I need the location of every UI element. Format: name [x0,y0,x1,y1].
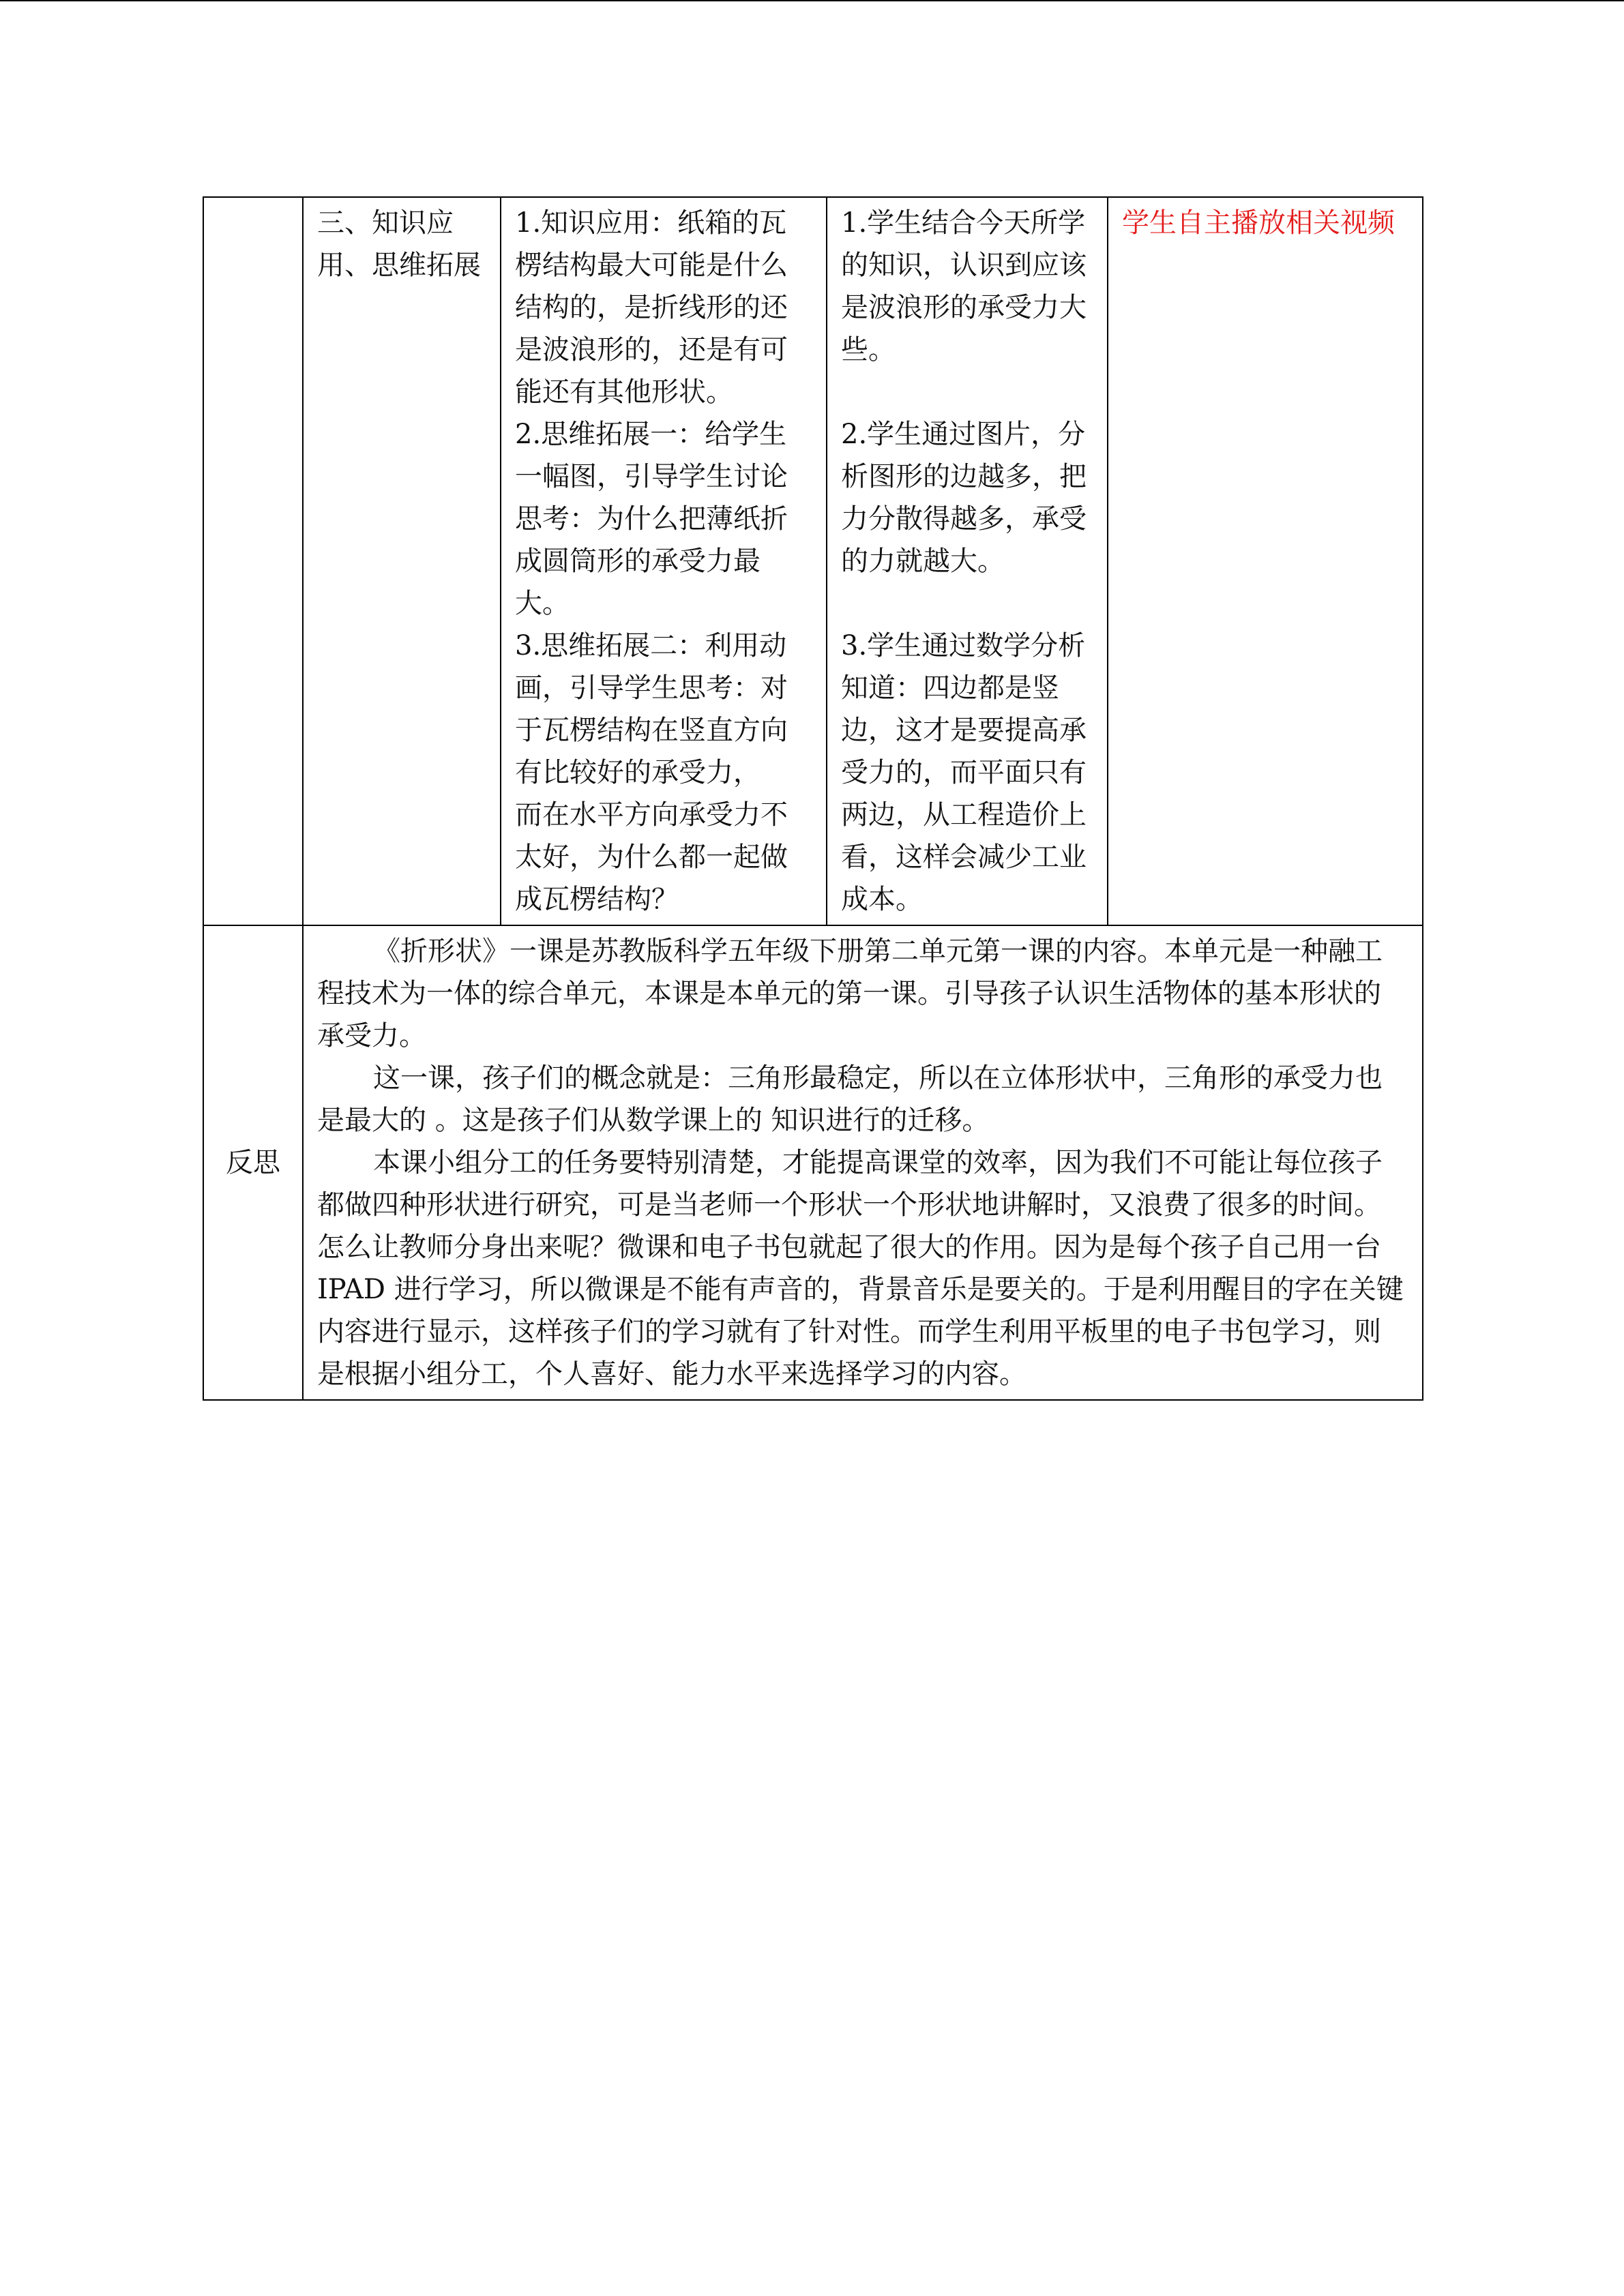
teacher-activity-cell [501,197,827,925]
reflection-paragraph-3: 本课小组分工的任务要特别清楚，才能提高课堂的效率，因为我们不可能让每位孩子都做四种形状进行研究，可是当老师一个形状一个形状地讲解时，又浪费了很多的时间。怎么让教师分身出来呢？微课和电子书包就起了很大的作用。因为是每个孩子自己用一台 IPAD 进行学习，所以微课是不能有声音的，背景音乐是要关的。于是利用醒目的字在关键内容进行显示，这样孩子们的学习就有了针对性。而学生利用平板里的电子书包学习，则是根据小组分工，个人喜好、能力水平来选择学习的内容。 [317,1147,1404,1390]
student-step-1: 1.学生结合今天所学的知识，认识到应该是波浪形的承受力大些。 [841,207,1087,366]
page-top-rule [0,0,1624,1]
reflection-body [303,925,1423,1400]
reflection-paragraph-2: 这一课，孩子们的概念就是：三角形最稳定，所以在立体形状中，三角形的承受力也是最大的 。这是孩子们从数学课上的 知识进行的迁移。 [317,1062,1383,1136]
stage-title: 三、知识应用、思维拓展 [317,207,481,281]
teacher-step-3: 3.思维拓展二：利用动画，引导学生思考：对于瓦楞结构在竖直方向有比较好的承受力， [515,630,788,788]
teacher-step-3-continued: 而在水平方向承受力不太好，为什么都一起做成瓦楞结构？ [515,799,788,915]
stage-cell [303,197,501,925]
student-activity-cell [827,197,1108,925]
lesson-plan-table [203,196,1423,1401]
table-row [203,197,1423,925]
media-note: 学生自主播放相关视频 [1122,207,1395,239]
media-cell [1108,197,1423,925]
reflection-label: 反思 [203,925,303,1400]
student-step-2: 2.学生通过图片，分析图形的边越多，把力分散得越多，承受的力就越大。 [841,419,1087,577]
teacher-step-1: 1.知识应用：纸箱的瓦楞结构最大可能是什么结构的，是折线形的还是波浪形的，还是有可能还有其他形状。 [515,207,788,408]
student-step-3: 3.学生通过数学分析知道：四边都是竖边，这才是要提高承受力的，而平面只有两边，从工程造价上看，这样会减少工业成本。 [841,630,1087,915]
reflection-paragraph-1: 《折形状》一课是苏教版科学五年级下册第二单元第一课的内容。本单元是一种融工程技术为一体的综合单元，本课是本单元的第一课。引导孩子认识生活物体的基本形状的承受力。 [317,936,1383,1052]
table-row [203,925,1423,1400]
teacher-step-2: 2.思维拓展一：给学生一幅图，引导学生讨论思考：为什么把薄纸折成圆筒形的承受力最大。 [515,419,788,619]
empty-label-cell [203,197,303,925]
